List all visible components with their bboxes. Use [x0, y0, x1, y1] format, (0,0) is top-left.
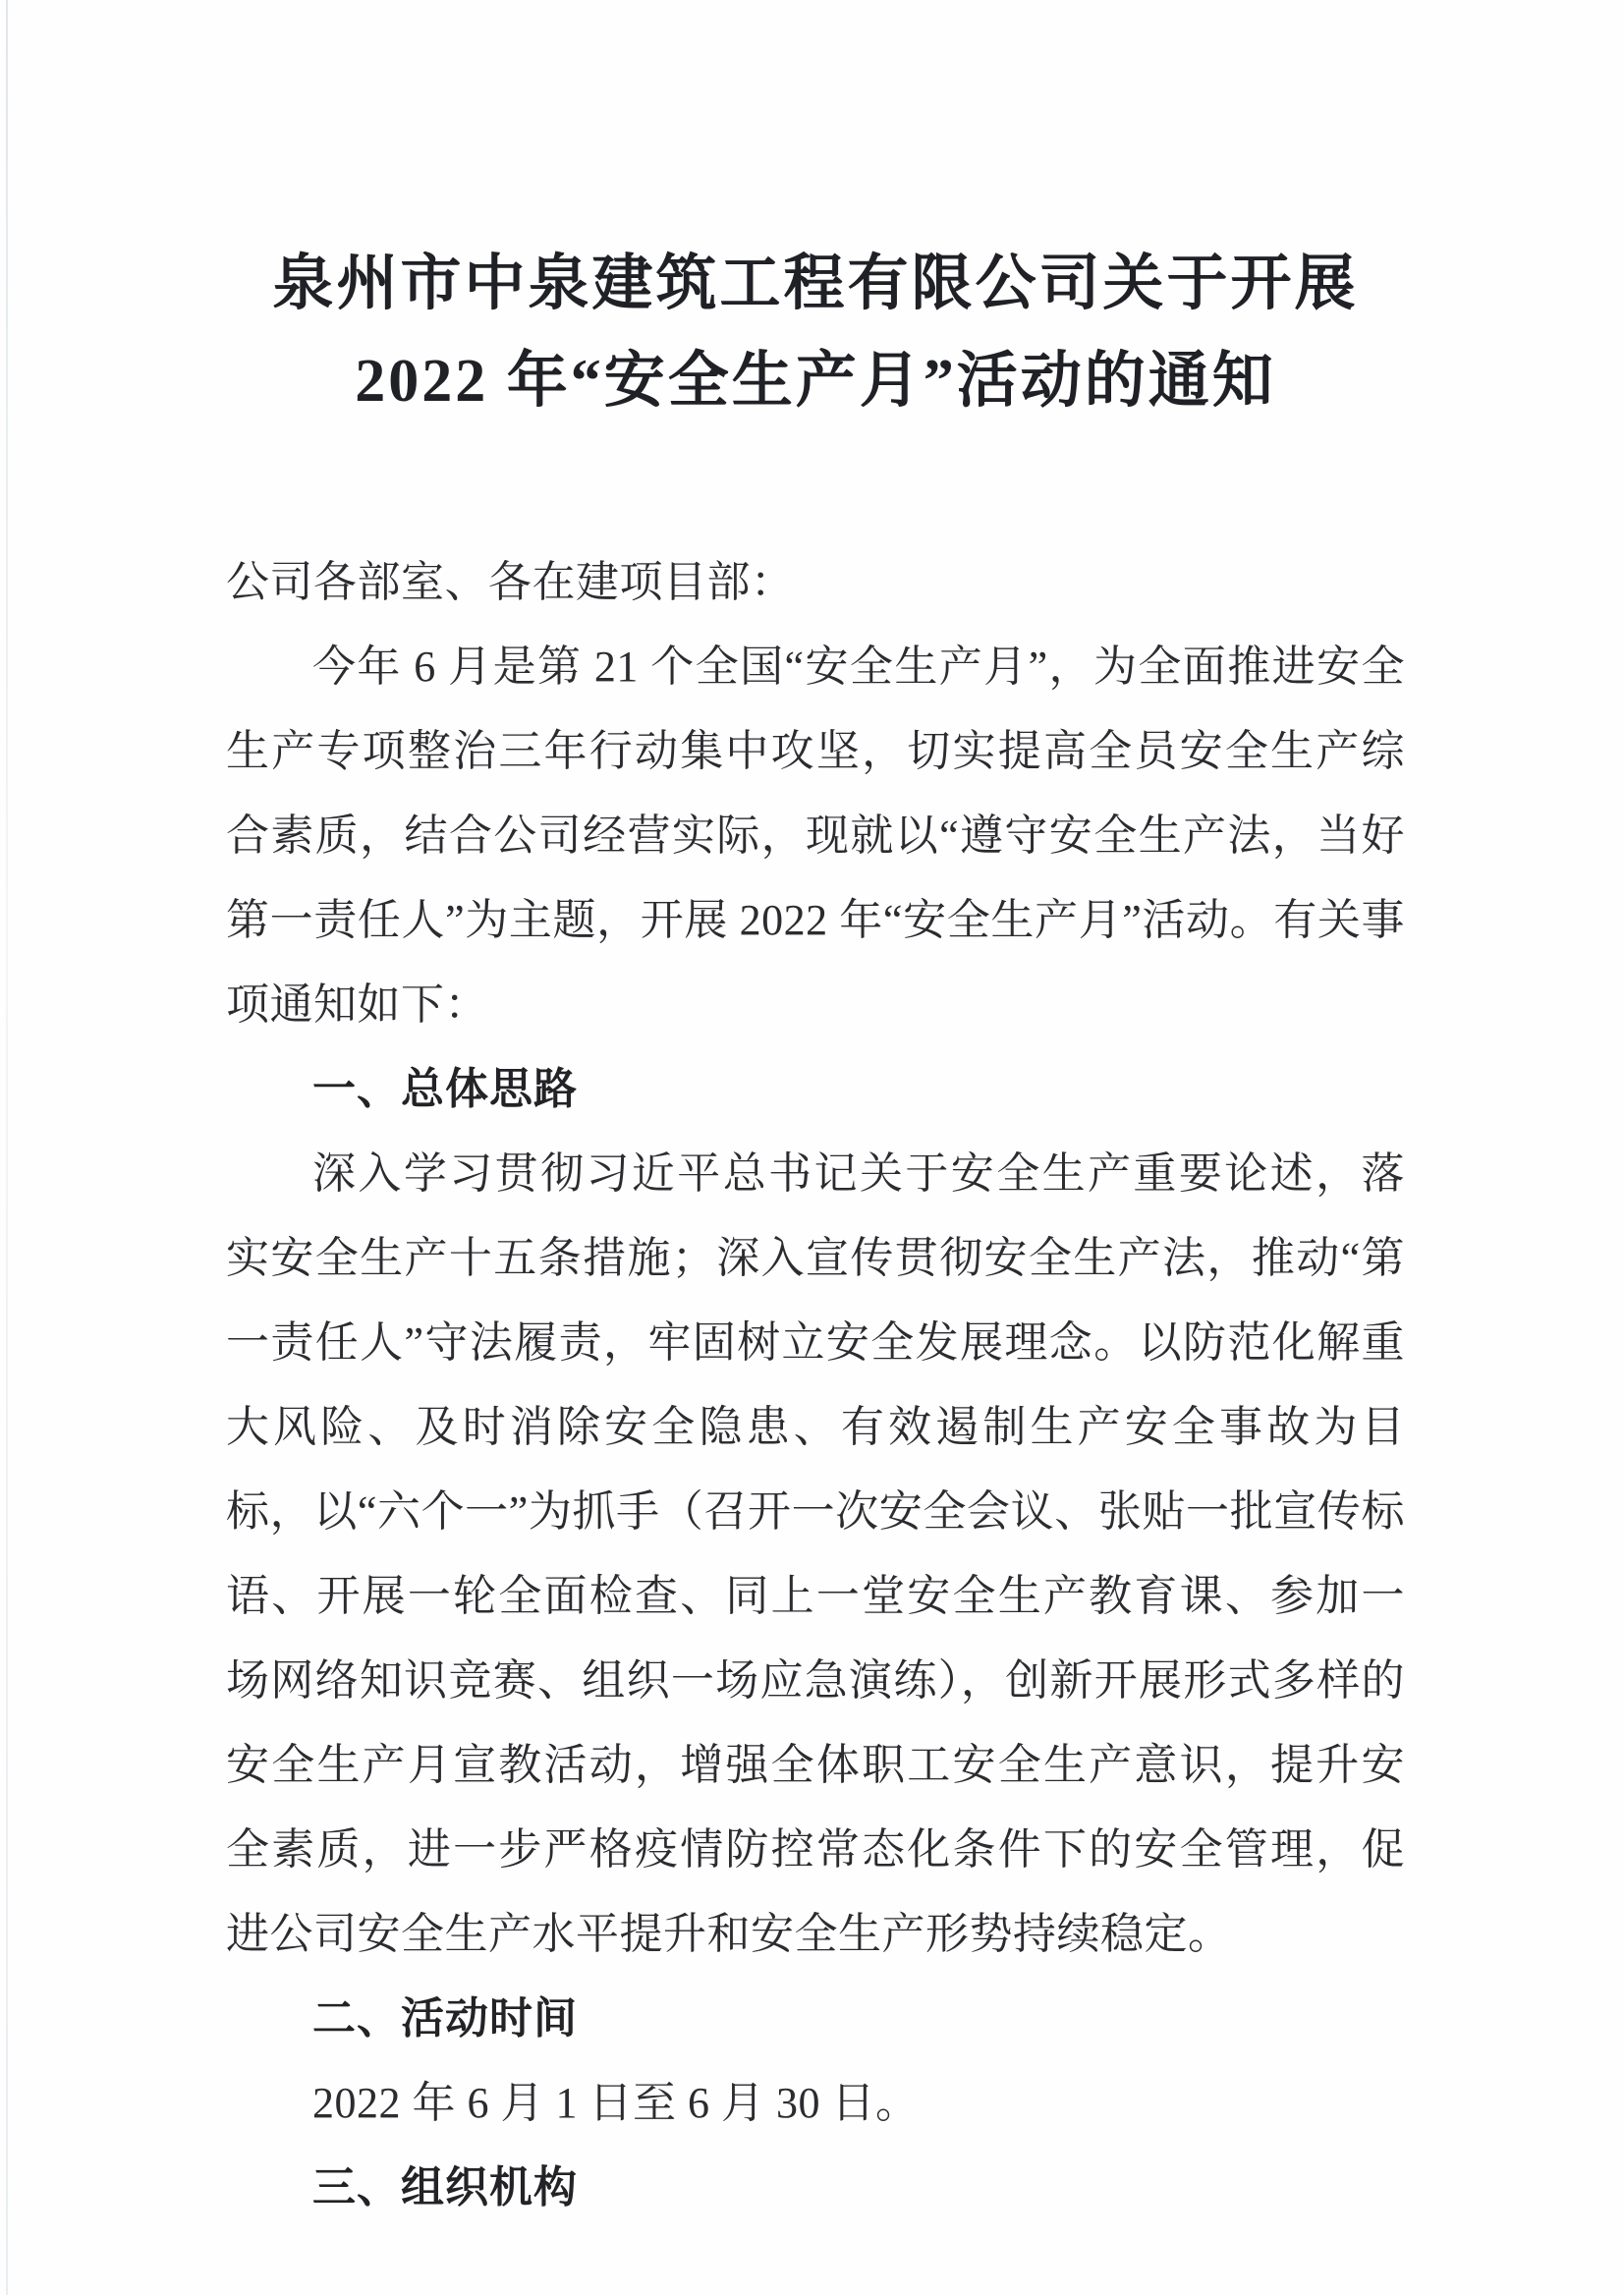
section-2-heading: 二、活动时间 [312, 1994, 578, 2043]
document-body [226, 540, 1405, 2230]
section-2-paragraph: 2022 年 6 月 1 日至 6 月 30 日。 [312, 2079, 920, 2127]
document-title-line2: 2022 年“安全生产月”活动的通知 [355, 348, 1276, 415]
section-1-heading: 一、总体思路 [312, 1065, 578, 1113]
intro-paragraph: 今年 6 月是第 21 个全国“安全生产月”，为全面推进安全生产专项整治三年行动集中攻坚，切实提高全员安全生产综合素质，结合公司经营实际，现就以“遵守安全生产法，当好第一责任人”为主题，开展 2022 年“安全生产月”活动。有关事项通知如下： [226, 643, 1405, 1029]
section-1-paragraph: 深入学习贯彻习近平总书记关于安全生产重要论述，落实安全生产十五条措施；深入宣传贯彻安全生产法，推动“第一责任人”守法履责，牢固树立安全发展理念。以防范化解重大风险、及时消除安全隐患、有效遏制生产安全事故为目标，以“六个一”为抓手（召开一次安全会议、张贴一批宣传标语、开展一轮全面检查、同上一堂安全生产教育课、参加一场网络知识竞赛、组织一场应急演练），创新开展形式多样的安全生产月宣教活动，增强全体职工安全生产意识，提升安全素质，进一步严格疫情防控常态化条件下的安全管理，促进公司安全生产水平提升和安全生产形势持续稳定。 [226, 1149, 1405, 1958]
section-3-heading: 三、组织机构 [312, 2163, 578, 2211]
scan-edge-artifact [6, 0, 8, 2295]
salutation-line: 公司各部室、各在建项目部： [226, 558, 795, 606]
document-title-line1: 泉州市中泉建筑工程有限公司关于开展 [272, 251, 1359, 317]
document-title [226, 236, 1405, 430]
